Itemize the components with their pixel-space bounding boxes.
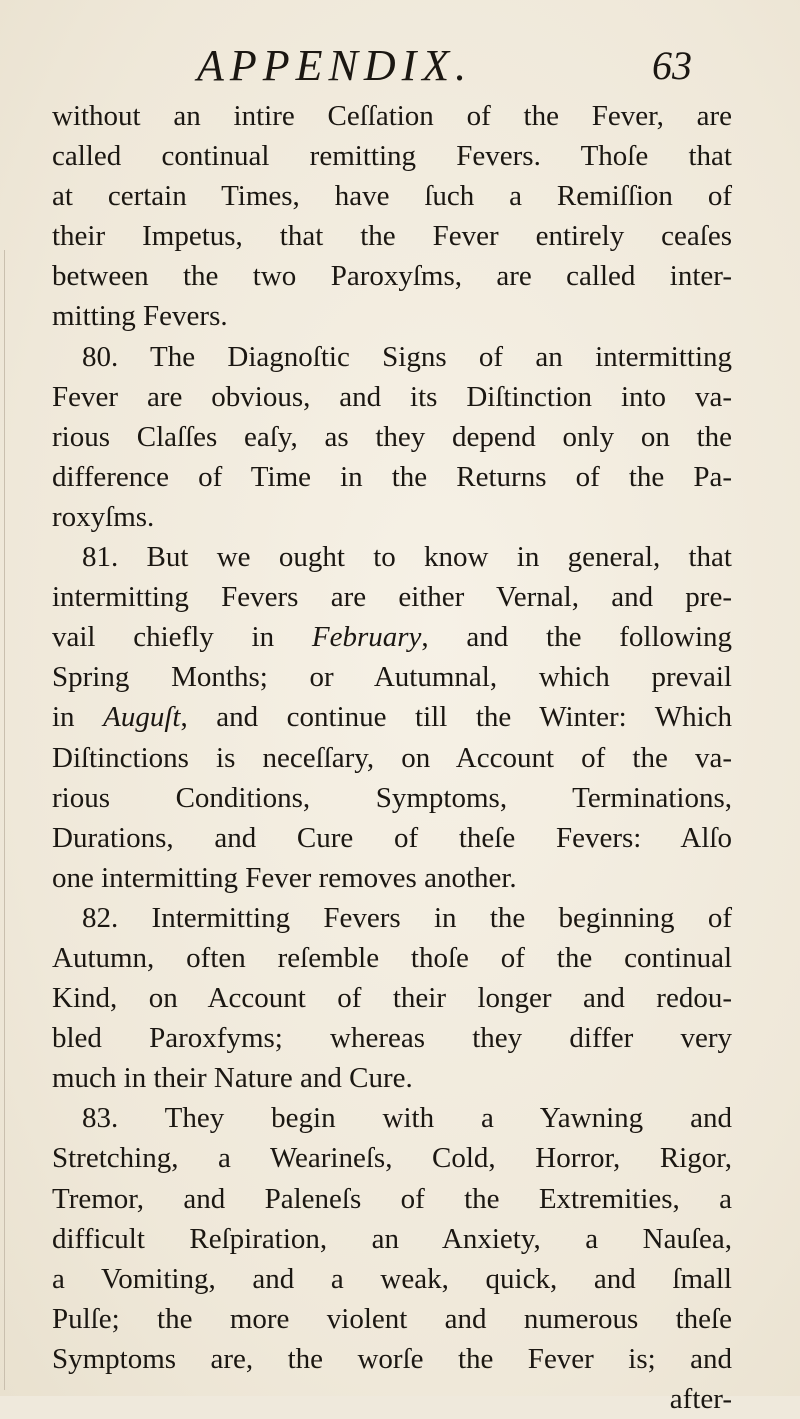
text-line <box>52 697 732 737</box>
text-line: difference of Time in the Returns of the Pa- <box>52 460 732 493</box>
text-line: bled Paroxfyms; whereas they differ very <box>52 1022 732 1055</box>
text-line <box>52 617 732 657</box>
text-line: rious Claſſes eaſy, as they depend only on the <box>52 420 732 453</box>
text-line: Autumn, often reſemble thoſe of the continual <box>52 941 732 974</box>
italic-word: Auguſt <box>103 701 181 734</box>
page-number: 63 <box>652 43 692 88</box>
running-head: APPENDIX. <box>197 41 473 90</box>
text-line: Pulſe; the more violent and numerous theſe <box>52 1302 732 1335</box>
text-line: without an intire Ceſſation of the Fever, are <box>52 100 732 132</box>
text-segment: , and continue till the Winter: Which <box>180 701 732 734</box>
text-line: at certain Times, have ſuch a Remiſſion of <box>52 180 732 213</box>
body-text <box>52 96 732 1419</box>
text-line: a Vomiting, and a weak, quick, and ſmall <box>52 1262 732 1295</box>
text-line: Kind, on Account of their longer and redou- <box>52 982 732 1015</box>
paragraph-83-start: 83. They begin with a Yawning and <box>82 1102 732 1135</box>
text-line: Stretching, a Wearineſs, Cold, Horror, Rigor, <box>52 1142 732 1175</box>
text-line: Symptoms are, the worſe the Fever is; and <box>52 1342 732 1375</box>
paragraph-82-start: 82. Intermitting Fevers in the beginning of <box>82 901 732 934</box>
text-line: between the two Paroxyſms, are called inter- <box>52 260 732 293</box>
catchword: after- <box>669 1383 732 1415</box>
text-line: called continual remitting Fevers. Thoſe that <box>52 140 732 173</box>
italic-word: February <box>311 621 422 654</box>
text-line: Durations, and Cure of theſe Fevers: Alſo <box>52 821 732 854</box>
text-line: mitting Fevers. <box>52 300 228 333</box>
text-line: Tremor, and Paleneſs of the Extremities, a <box>52 1182 732 1215</box>
text-line: their Impetus, that the Fever entirely ceaſes <box>52 220 732 253</box>
text-line: Fever are obvious, and its Diſtinction into va- <box>52 380 732 413</box>
text-line: roxyſms. <box>52 500 155 533</box>
text-line: intermitting Fevers are either Vernal, and pre- <box>52 581 732 614</box>
text-segment: vail chiefly in <box>52 621 312 654</box>
paragraph-80-start: 80. The Diagnoſtic Signs of an intermitting <box>82 340 732 373</box>
text-line: Spring Months; or Autumnal, which prevail <box>52 661 732 694</box>
text-line: much in their Nature and Cure. <box>52 1062 413 1095</box>
page-gutter-edge <box>4 250 5 1390</box>
text-segment: in <box>52 701 104 734</box>
text-segment: , and the following <box>421 621 733 654</box>
paragraph-81-start: 81. But we ought to know in general, that <box>82 541 732 574</box>
page-header <box>0 40 800 100</box>
text-line: one intermitting Fever removes another. <box>52 861 517 894</box>
text-line: rious Conditions, Symptoms, Terminations, <box>52 781 732 814</box>
text-line: difficult Reſpiration, an Anxiety, a Nauſea, <box>52 1222 732 1255</box>
text-line: Diſtinctions is neceſſary, on Account of the va- <box>52 741 732 774</box>
